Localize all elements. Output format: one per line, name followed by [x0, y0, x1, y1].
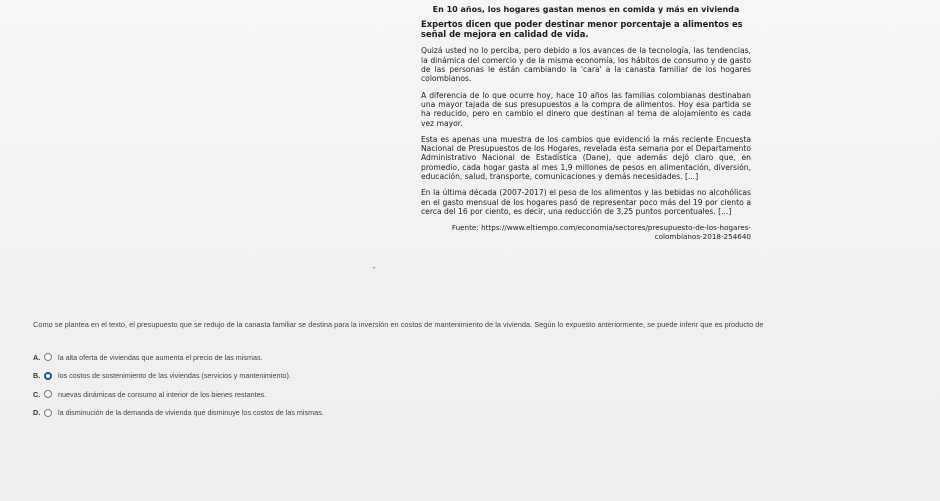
radio-button[interactable] [44, 390, 52, 398]
article-subhead: Expertos dicen que poder destinar menor porcentaje a alimentos es señal de mejora en calidad de vida. [421, 19, 743, 39]
option-letter: C. [33, 389, 41, 399]
article-paragraph-1: Quizá usted no lo perciba, pero debido a los avances de la tecnología, las tendencias, la dinámica del comercio y de la misma economía, los hábitos de consumo y de gasto de las personas le están cambiando la 'cara' a la canasta familiar de los hogares colombianos. [421, 46, 751, 84]
option-c[interactable] [33, 385, 324, 404]
option-label: la alta oferta de viviendas que aumenta el precio de las mismas. [58, 352, 263, 362]
radio-button[interactable] [44, 409, 52, 417]
cursor-icon: ⌃ [371, 267, 377, 274]
option-d[interactable] [33, 404, 324, 423]
article-source: Fuente: https://www.eltiempo.com/economia/sectores/presupuesto-de-los-hogares-colombianos-2018-254640 [451, 223, 751, 242]
answer-options [33, 348, 324, 422]
option-a[interactable] [33, 348, 324, 367]
radio-button[interactable] [44, 353, 52, 361]
question-text: Como se plantea en el texto, el presupuesto que se redujo de la canasta familiar se destina para la inversión en costos de mantenimiento de la vivienda. Según lo expuesto anteriormente, se puede inferir que es producto de [33, 320, 764, 329]
article-paragraph-2: A diferencia de lo que ocurre hoy, hace 10 años las familias colombianas destinaban una mayor tajada de sus presupuestos a la compra de alimentos. Hoy esa partida se ha reducido, pero en cambio el dinero que destinan al tema de alojamiento es cada vez mayor. [421, 90, 751, 128]
option-letter: A. [33, 352, 41, 362]
option-letter: D. [33, 408, 41, 418]
article-paragraph-4: En la última década (2007-2017) el peso de los alimentos y las bebidas no alcohólicas en el gasto mensual de los hogares pasó de representar poco más del 19 por ciento a cerca del 16 por ciento, es decir, una reducción de 3,25 puntos porcentuales. [...] [421, 188, 751, 216]
option-b[interactable] [33, 367, 324, 386]
option-label: los costos de sostenimiento de las viviendas (servicios y mantenimiento). [58, 371, 291, 381]
article-headline: En 10 años, los hogares gastan menos en comida y más en vivienda [432, 5, 740, 14]
radio-button-selected[interactable] [44, 372, 52, 380]
option-label: la disminución de la demanda de vivienda que disminuye los costos de las mismas. [58, 408, 324, 418]
article-excerpt [421, 5, 751, 241]
option-label: nuevas dinámicas de consumo al interior de los bienes restantes. [58, 389, 267, 399]
article-paragraph-3: Esta es apenas una muestra de los cambios que evidenció la más reciente Encuesta Nacional de Presupuestos de los Hogares, revelada esta semana por el Departamento Administrativo Nacional de Estadística (Dane), que además dejó claro que, en promedio, cada hogar gasta al mes 1,9 millones de pesos en alimentación, diversión, educación, salud, transporte, comunicaciones y demás necesidades. [...] [421, 134, 751, 182]
option-letter: B. [33, 371, 41, 381]
